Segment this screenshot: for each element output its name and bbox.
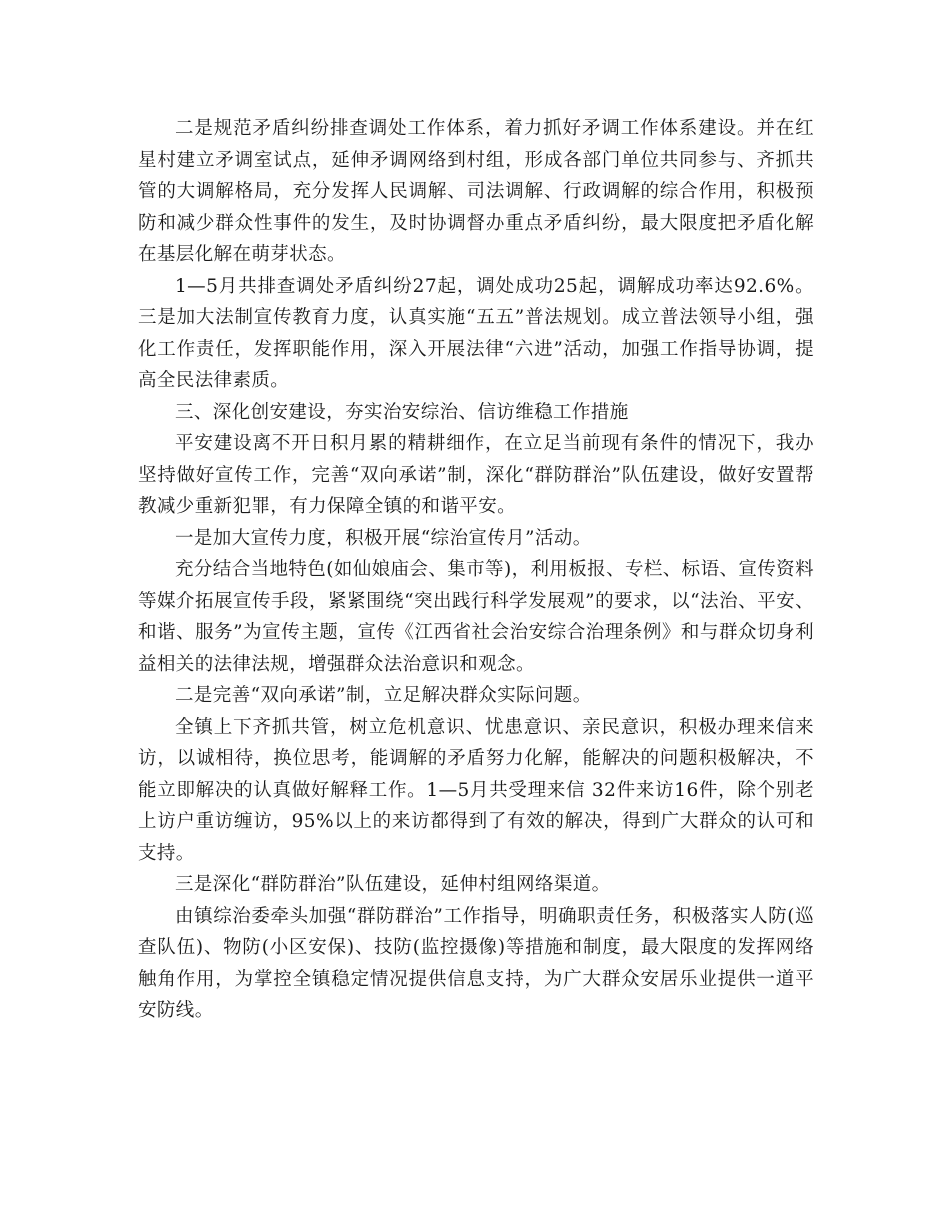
paragraph-commitment-heading: 二是完善“双向承诺”制，立足解决群众实际问题。 <box>175 685 592 706</box>
paragraph-group-defense-heading: 三是深化“群防群治”队伍建设，延伸村组网络渠道。 <box>175 874 611 895</box>
paragraph-mediation-system: 二是规范矛盾纠纷排查调处工作体系，着力抓好矛调工作体系建设。并在红星村建立矛调室试点，延伸矛调网络到村组，形成各部门单位共同参与、齐抓共管的大调解格局，充分发挥人民调解、司法调解、行政调解的综合作用，积极预防和减少群众性事件的发生，及时协调督办重点矛盾纠纷，最大限度把矛盾化解在基层化解在萌芽状态。 <box>138 118 814 265</box>
paragraph-petition-handling: 全镇上下齐抓共管，树立危机意识、忧患意识、亲民意识，积极办理来信来访，以诚相待，换位思考，能调解的矛盾努力化解，能解决的问题积极解决，不能立即解决的认真做好解释工作。1—5月共受理来信 32件来访16件，除个别老上访户重访缠访，95%以上的来访都得到了有效的解决，得到广大群众的认可和支持。 <box>138 716 814 864</box>
paragraph-dispute-statistics: 1—5月共排查调处矛盾纠纷27起，调处成功25起，调解成功率达92.6%。三是加大法制宣传教育力度，认真实施“五五”普法规划。成立普法领导小组，强化工作责任，发挥职能作用，深入开展法律“六进”活动，加强工作指导协调，提高全民法律素质。 <box>138 275 814 391</box>
paragraph-publicity-heading: 一是加大宣传力度，积极开展“综治宣传月”活动。 <box>175 527 592 549</box>
paragraph-publicity-detail: 充分结合当地特色(如仙娘庙会、集市等)，利用板报、专栏、标语、宣传资料等媒介拓展宣传手段，紧紧围绕“突出践行科学发展观”的要求，以“法治、平安、和谐、服务”为宣传主题，宣传《江西省社会治安综合治理条例》和与群众切身利益相关的法律法规，增强群众法治意识和观念。 <box>138 559 814 675</box>
paragraph-safety-overview: 平安建设离不开日积月累的精耕细作，在立足当前现有条件的情况下，我办坚持做好宣传工作，完善“双向承诺”制，深化“群防群治”队伍建设，做好安置帮教减少重新犯罪，有力保障全镇的和谐平安。 <box>138 433 814 517</box>
paragraph-group-defense-detail: 由镇综治委牵头加强“群防群治”工作指导，明确职责任务，积极落实人防(巡查队伍)、物防(小区安保)、技防(监控摄像)等措施和制度，最大限度的发挥网络触角作用，为掌控全镇稳定情况提供信息支持，为广大群众安居乐业提供一道平安防线。 <box>138 905 814 1021</box>
section-heading-safety-building: 三、深化创安建设，夯实治安综治、信访维稳工作措施 <box>175 401 629 423</box>
document-body <box>138 113 814 1027</box>
